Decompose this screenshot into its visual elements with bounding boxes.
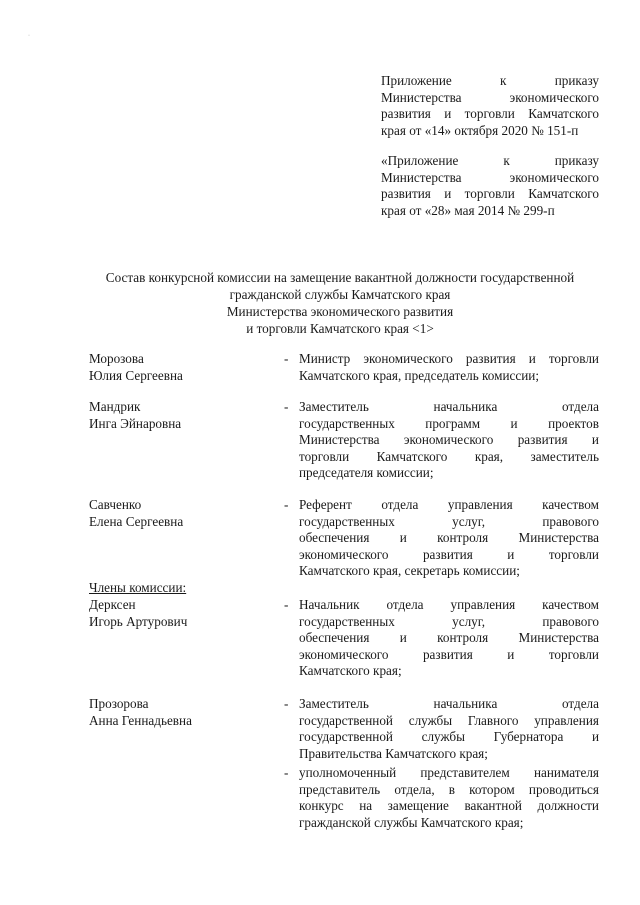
member-name-line: Прозорова bbox=[89, 696, 149, 711]
appendix-line: развития и торговли Камчатского bbox=[381, 186, 599, 201]
role-line: представитель отдела, в котором проводиться bbox=[299, 781, 599, 797]
title-line: и торговли Камчатского края <1> bbox=[246, 321, 434, 336]
role-line: Министр экономического развития и торговли bbox=[299, 351, 599, 366]
role-line: Заместитель начальника отдела bbox=[299, 399, 599, 414]
role-line: Министерства экономического развития и bbox=[299, 432, 599, 447]
appendix-note-current bbox=[381, 73, 599, 139]
member-name bbox=[89, 497, 279, 530]
member-role bbox=[299, 765, 599, 831]
role-line: государственных услуг, правового bbox=[299, 513, 599, 529]
member-name bbox=[89, 399, 279, 432]
appendix-line: «Приложение к приказу bbox=[381, 153, 599, 168]
role-line: гражданской службы Камчатского края; bbox=[299, 814, 524, 830]
role-line: Камчатского края, председатель комиссии; bbox=[299, 367, 539, 383]
title-line: Министерства экономического развития bbox=[226, 304, 454, 319]
member-role bbox=[299, 696, 599, 762]
members-section-label: Члены комиссии: bbox=[89, 580, 187, 595]
role-line: Начальник отдела управления качеством bbox=[299, 597, 599, 612]
member-name-line: Игорь Артурович bbox=[89, 613, 188, 629]
member-name-line: Дерксен bbox=[89, 597, 136, 612]
appendix-line: края от «28» мая 2014 № 299-п bbox=[381, 202, 555, 218]
appendix-line: Приложение к приказу bbox=[381, 73, 599, 88]
title-line: Состав конкурсной комиссии на замещение вакантной должности государственной bbox=[105, 270, 575, 285]
member-name bbox=[89, 351, 279, 384]
appendix-line: края от «14» октября 2020 № 151-п bbox=[381, 122, 579, 138]
role-line: конкурс на замещение вакантной должности bbox=[299, 798, 599, 813]
member-name-line: Елена Сергеевна bbox=[89, 513, 184, 529]
member-name bbox=[89, 696, 279, 729]
appendix-line: развития и торговли Камчатского bbox=[381, 106, 599, 121]
role-line: обеспечения и контроля Министерства bbox=[299, 530, 599, 545]
list-dash: - bbox=[284, 497, 289, 512]
role-line: государственной службы Главного управления bbox=[299, 712, 599, 728]
member-role bbox=[299, 497, 599, 580]
role-line: торговли Камчатского края, заместитель bbox=[299, 448, 599, 464]
list-dash: - bbox=[284, 696, 289, 711]
member-name bbox=[89, 597, 279, 630]
member-name-line: Мандрик bbox=[89, 399, 141, 414]
appendix-line: Министерства экономического bbox=[381, 89, 599, 105]
list-dash: - bbox=[284, 399, 289, 414]
member-name-line: Юлия Сергеевна bbox=[89, 367, 183, 383]
member-name-line: Морозова bbox=[89, 351, 144, 366]
role-line: государственной службы Губернатора и bbox=[299, 729, 599, 744]
role-line: государственных услуг, правового bbox=[299, 613, 599, 629]
role-line: Камчатского края; bbox=[299, 663, 402, 678]
list-dash: - bbox=[284, 597, 289, 612]
role-line: экономического развития и торговли bbox=[299, 646, 599, 662]
list-dash: - bbox=[284, 765, 289, 780]
role-line: Заместитель начальника отдела bbox=[299, 696, 599, 711]
role-line: обеспечения и контроля Министерства bbox=[299, 630, 599, 645]
member-name-line: Инга Эйнаровна bbox=[89, 415, 182, 431]
member-name-line: Савченко bbox=[89, 497, 142, 512]
corner-mark: · bbox=[28, 33, 30, 39]
appendix-line: Министерства экономического bbox=[381, 169, 599, 185]
role-line: государственных программ и проектов bbox=[299, 415, 599, 431]
member-name-line: Анна Геннадьевна bbox=[89, 712, 192, 728]
role-line: председателя комиссии; bbox=[299, 465, 434, 480]
role-line: Правительства Камчатского края; bbox=[299, 745, 488, 761]
member-role bbox=[299, 351, 599, 384]
member-role bbox=[299, 597, 599, 680]
role-line: Референт отдела управления качеством bbox=[299, 497, 599, 512]
role-line: экономического развития и торговли bbox=[299, 546, 599, 562]
appendix-note-original bbox=[381, 153, 599, 219]
title-line: гражданской службы Камчатского края bbox=[229, 287, 451, 302]
role-line: уполномоченный представителем нанимателя bbox=[299, 765, 599, 780]
list-dash: - bbox=[284, 351, 289, 366]
member-role bbox=[299, 399, 599, 482]
role-line: Камчатского края, секретарь комиссии; bbox=[299, 563, 520, 578]
document-title bbox=[60, 269, 620, 337]
